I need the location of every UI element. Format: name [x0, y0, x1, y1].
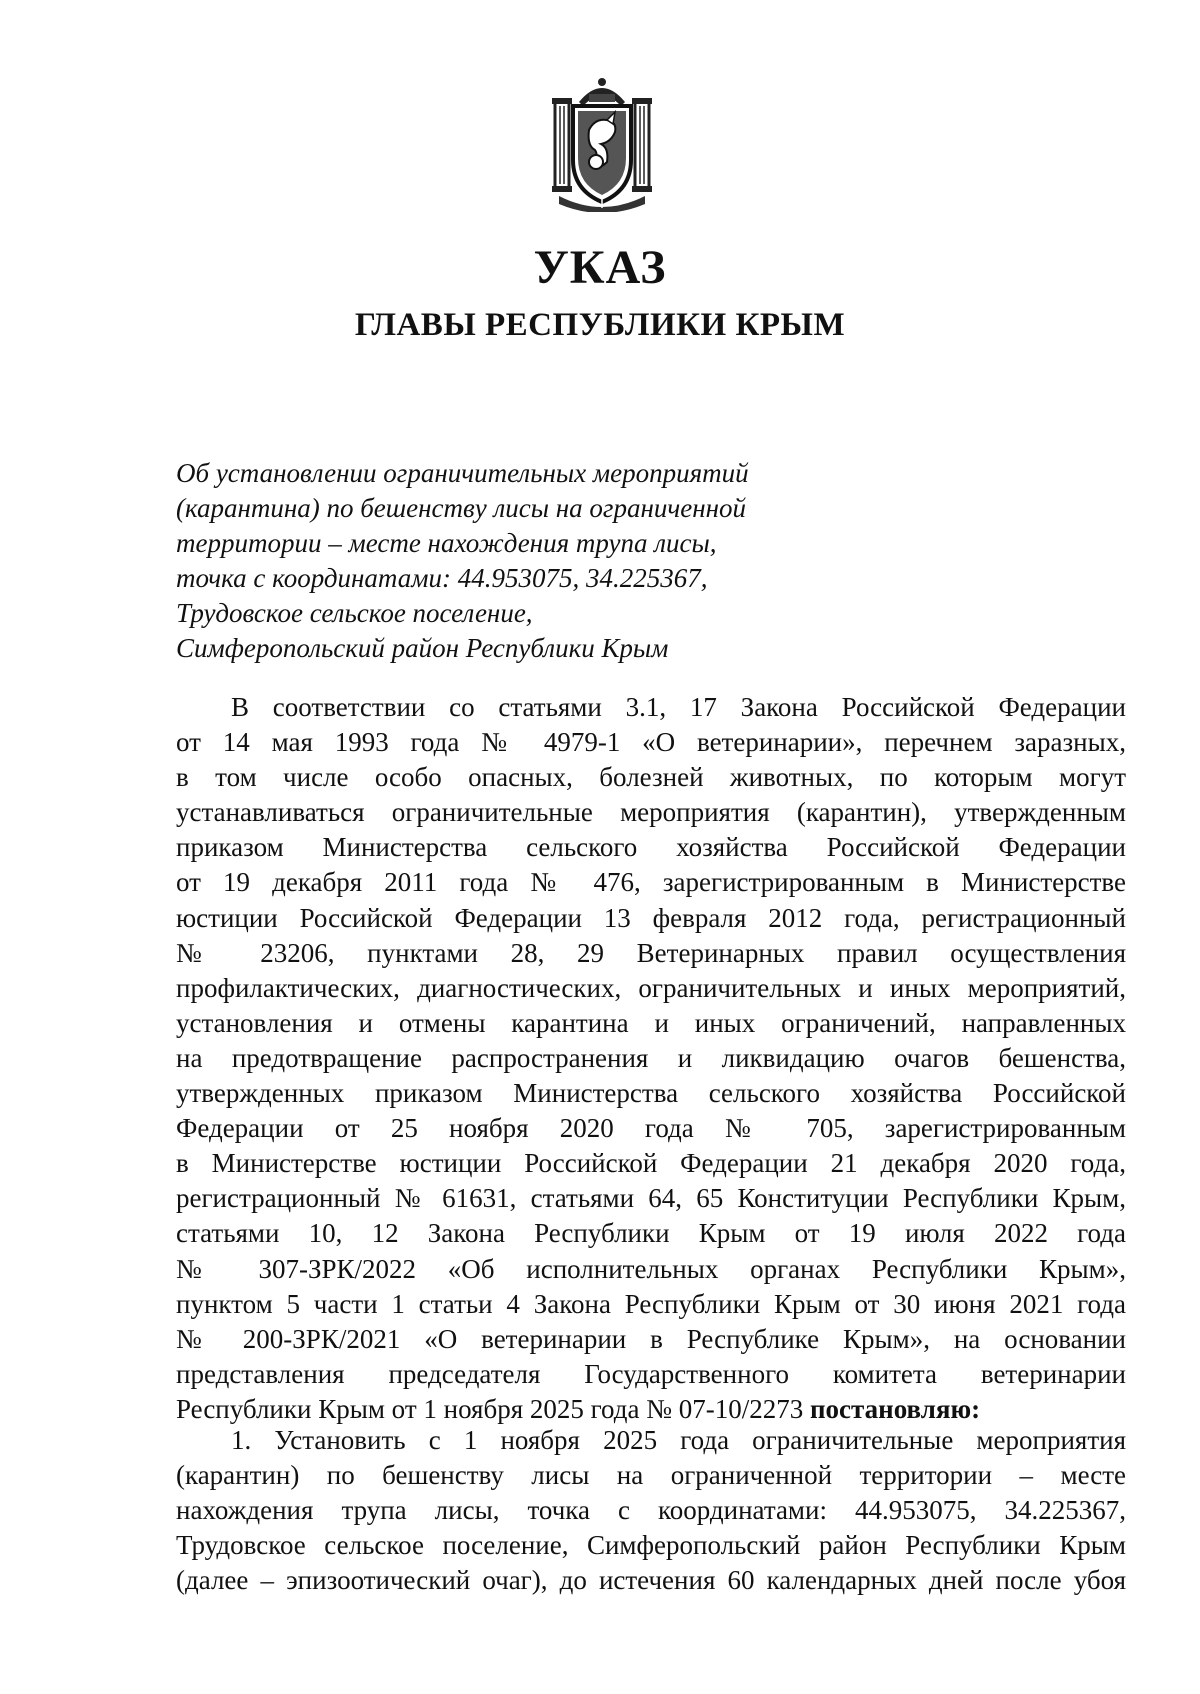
- subject-line: (карантина) по бешенству лисы на ограниченной: [176, 493, 747, 523]
- preamble-line: установления и отмены карантина и иных ограничений, направленных: [176, 1007, 1126, 1038]
- preamble-line: в том числе особо опасных, болезней животных, по которым могут: [176, 762, 1126, 793]
- preamble-line: пунктом 5 части 1 статьи 4 Закона Республики Крым от 30 июня 2021 года: [176, 1288, 1126, 1319]
- preamble-paragraph: [176, 690, 1126, 1427]
- subject-line: Об установлении ограничительных мероприятий: [176, 458, 749, 488]
- preamble-line: на предотвращение распространения и ликвидацию очагов бешенства,: [176, 1042, 1126, 1073]
- preamble-last-line: [176, 1392, 1126, 1427]
- document-title: УКАЗ: [533, 241, 667, 294]
- preamble-line: представления председателя Государственного комитета ветеринарии: [176, 1358, 1126, 1389]
- preamble-line: утвержденных приказом Министерства сельского хозяйства Российской: [176, 1078, 1126, 1109]
- preamble-line: от 14 мая 1993 года № 4979-1 «О ветеринарии», перечнем заразных,: [176, 727, 1126, 758]
- preamble-line: статьями 10, 12 Закона Республики Крым от 19 июля 2022 года: [176, 1218, 1126, 1249]
- decree-subject: [176, 456, 816, 666]
- document-subtitle: ГЛАВЫ РЕСПУБЛИКИ КРЫМ: [354, 307, 846, 343]
- preamble-line: в Министерстве юстиции Российской Федерации 21 декабря 2020 года,: [176, 1148, 1126, 1179]
- preamble-line: Федерации от 25 ноября 2020 года № 705, зарегистрированным: [176, 1113, 1126, 1144]
- item-line: Трудовское сельское поселение, Симферопольский район Республики Крым: [176, 1530, 1126, 1561]
- preamble-line: № 200-ЗРК/2021 «О ветеринарии в Республике Крым», на основании: [176, 1323, 1126, 1354]
- item-1-paragraph: [176, 1423, 1126, 1598]
- preamble-line: Республики Крым от 1 ноября 2025 года № 07-10/2273: [176, 1393, 804, 1424]
- preamble-line: В соответствии со статьями 3.1, 17 Закона Российской Федерации: [231, 692, 1126, 722]
- decree-keyword: постановляю:: [810, 1393, 981, 1424]
- crimea-coat-of-arms-icon: [549, 72, 655, 212]
- item-line: 1. Установить с 1 ноября 2025 года ограничительные мероприятия: [231, 1425, 1126, 1455]
- preamble-line: юстиции Российской Федерации 13 февраля 2012 года, регистрационный: [176, 902, 1126, 933]
- preamble-line: № 23206, пунктами 28, 29 Ветеринарных правил осуществления: [176, 937, 1126, 968]
- subject-line: территории – месте нахождения трупа лисы,: [176, 528, 717, 558]
- subject-line: Трудовское сельское поселение,: [176, 598, 533, 628]
- subject-line: Симферопольский район Республики Крым: [176, 633, 669, 663]
- preamble-line: от 19 декабря 2011 года № 476, зарегистрированным в Министерстве: [176, 867, 1126, 898]
- item-line: (далее – эпизоотический очаг), до истечения 60 календарных дней после убоя: [176, 1565, 1126, 1596]
- preamble-line: приказом Министерства сельского хозяйства Российской Федерации: [176, 832, 1126, 863]
- preamble-line: профилактических, диагностических, ограничительных и иных мероприятий,: [176, 972, 1126, 1003]
- preamble-line: регистрационный № 61631, статьями 64, 65 Конституции Республики Крым,: [176, 1183, 1126, 1214]
- preamble-line: устанавливаться ограничительные мероприятия (карантин), утвержденным: [176, 797, 1126, 828]
- item-line: (карантин) по бешенству лисы на ограниченной территории – месте: [176, 1460, 1126, 1491]
- preamble-line: № 307-ЗРК/2022 «Об исполнительных органах Республики Крым»,: [176, 1253, 1126, 1284]
- item-line: нахождения трупа лисы, точка с координатами: 44.953075, 34.225367,: [176, 1495, 1126, 1526]
- subject-line: точка с координатами: 44.953075, 34.225367,: [176, 563, 708, 593]
